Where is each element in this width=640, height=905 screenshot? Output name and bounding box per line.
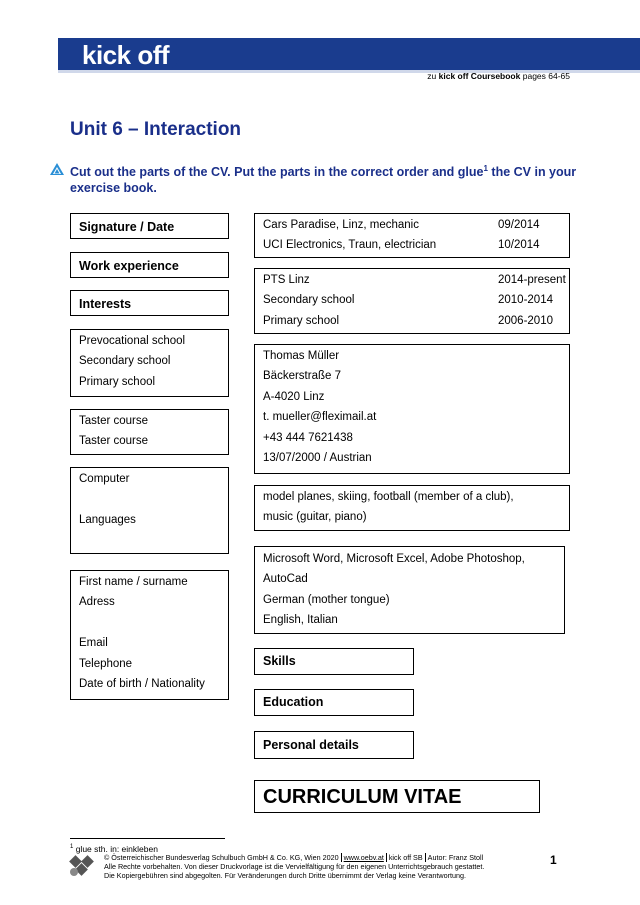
separator: [425, 853, 426, 862]
list-item: Thomas Müller: [263, 350, 340, 362]
triangle-task-icon: [50, 163, 64, 175]
list-item: English, Italian: [263, 614, 338, 627]
list-item: Prevocational school: [79, 335, 186, 347]
skill-labels-box: [70, 467, 229, 554]
name-label: First name / surname: [79, 576, 188, 588]
school-text: Secondary school: [263, 294, 355, 307]
unit-title: Unit 6 – Interaction: [70, 119, 242, 140]
job-text: UCI Electronics, Traun, electrician: [263, 239, 437, 252]
skills-data-box: [254, 546, 565, 634]
logo: kick off: [82, 40, 170, 70]
address-label: Adress: [79, 596, 115, 609]
page-number: 1: [550, 853, 557, 867]
personal-labels-box: [70, 570, 229, 700]
skills-label: Skills: [263, 654, 296, 668]
copyright-series: kick off SB: [388, 853, 423, 862]
list-item: music (guitar, piano): [263, 511, 367, 524]
list-item: A-4020 Linz: [263, 390, 325, 403]
personal-details-label: Personal details: [263, 738, 359, 752]
telephone-label: Telephone: [79, 657, 133, 670]
school-text: Primary school: [263, 314, 340, 327]
list-item: +43 444 7621438: [263, 431, 353, 444]
education-label: Education: [263, 695, 324, 709]
signature-box: [70, 213, 229, 239]
copyright-publisher: © Österreichischer Bundesverlag Schulbuch GmbH & Co. KG, Wien 2020: [104, 853, 339, 862]
copyright-line-3: Die Kopiergebühren sind abgegolten. Für Veränderungen durch Dritte übernimmt der Verlag keine Verantwortung.: [104, 871, 466, 881]
footnote-text: glue sth. in: einkleben: [73, 843, 158, 854]
work-experience-label: Work experience: [79, 259, 179, 273]
separator: [386, 853, 387, 862]
list-item: [263, 311, 561, 331]
publisher-link[interactable]: www.oebv.at: [343, 853, 384, 862]
list-item: model planes, skiing, football (member of a club),: [263, 491, 514, 503]
list-item: Taster course: [79, 415, 149, 427]
list-item: 13/07/2000 / Austrian: [263, 451, 372, 464]
reference-prefix: zu: [427, 71, 437, 81]
instruction-text-1: Cut out the parts of the CV. Put the parts in the correct order and glue: [70, 165, 484, 180]
languages-label: Languages: [79, 513, 136, 526]
education-label-box: [254, 689, 414, 716]
education-box: [254, 268, 570, 334]
footnote-number: 1: [70, 844, 74, 850]
job-text: Cars Paradise, Linz, mechanic: [263, 219, 419, 231]
list-item: Primary school: [79, 375, 156, 388]
school-text: PTS Linz: [263, 274, 310, 286]
cv-title: CURRICULUM VITAE: [263, 786, 462, 808]
school-date: 2010-2014: [498, 294, 553, 307]
instruction-text-2: the CV in your exercise book.: [70, 165, 577, 196]
birth-label: Date of birth / Nationality: [79, 677, 205, 690]
school-date: 2006-2010: [498, 314, 553, 327]
list-item: [263, 270, 566, 290]
personal-data-box: [254, 344, 570, 474]
skills-label-box: [254, 648, 414, 675]
list-item: German (mother tongue): [263, 593, 390, 606]
personal-details-label-box: [254, 731, 414, 759]
list-item: [263, 215, 561, 235]
interests-data-box: [254, 485, 570, 531]
footnote-marker: 1: [483, 164, 488, 173]
list-item: Microsoft Word, Microsoft Excel, Adobe Photoshop,: [263, 553, 525, 565]
task-instruction: [70, 161, 580, 196]
list-item: [263, 290, 561, 310]
computer-label: Computer: [79, 473, 130, 485]
copyright-line-2: Alle Rechte vorbehalten. Von dieser Druckvorlage ist die Vervielfältigung für den eigenen Unterrichtsgebrauch gestattet.: [104, 862, 485, 872]
publisher-logo-icon: [68, 855, 98, 877]
job-date: 10/2014: [498, 239, 540, 252]
interests-label: Interests: [79, 297, 132, 311]
list-item: Bäckerstraße 7: [263, 370, 341, 383]
copyright-line-1: [104, 853, 524, 862]
taster-course-box: [70, 409, 229, 455]
copyright-author: Autor: Franz Stoll: [427, 853, 484, 862]
separator: [341, 853, 342, 862]
schools-box: [70, 329, 229, 397]
list-item: Secondary school: [79, 355, 171, 368]
copyright-notice: [104, 853, 524, 881]
cv-title-box: [254, 780, 540, 813]
coursebook-reference: [360, 70, 570, 82]
list-item: t. mueller@fleximail.at: [263, 411, 377, 424]
jobs-box: [254, 213, 570, 258]
list-item: [263, 235, 561, 255]
reference-pages: pages 64-65: [522, 71, 570, 81]
school-date: 2014-present: [498, 274, 566, 286]
footnote-divider: [70, 838, 225, 839]
email-label: Email: [79, 637, 108, 650]
list-item: AutoCad: [263, 573, 308, 586]
spacer: [79, 489, 220, 509]
signature-label: Signature / Date: [79, 220, 175, 234]
list-item: Taster course: [79, 435, 149, 448]
spacer: [79, 613, 220, 633]
job-date: 09/2014: [498, 219, 540, 231]
reference-book: kick off Coursebook: [438, 71, 521, 81]
work-experience-box: [70, 252, 229, 278]
interests-box: [70, 290, 229, 316]
